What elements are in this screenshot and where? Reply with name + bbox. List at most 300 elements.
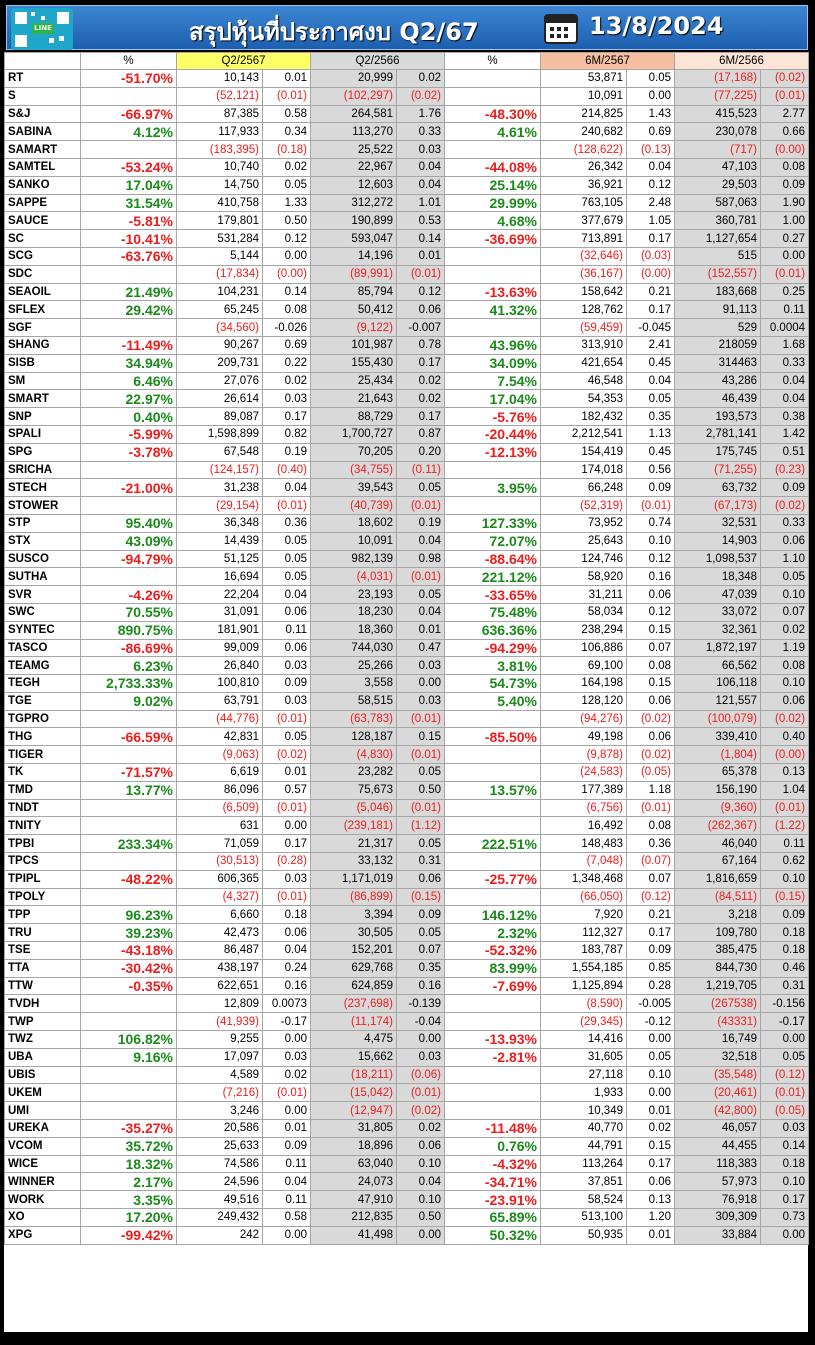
6m-2567-eps-cell: 0.12 <box>627 176 675 194</box>
table-row <box>5 123 809 141</box>
symbol-cell: TPBI <box>5 835 81 853</box>
q2-2566-profit-cell: (239,181) <box>311 817 397 835</box>
q2-2567-profit-cell: 31,238 <box>177 479 263 497</box>
6m-2566-eps-cell: (0.15) <box>761 888 809 906</box>
q2-2567-profit-cell: 117,933 <box>177 123 263 141</box>
q2-2566-profit-cell: (18,211) <box>311 1066 397 1084</box>
6m-2567-eps-cell: 0.01 <box>627 1102 675 1120</box>
q2-2567-profit-cell: (9,063) <box>177 746 263 764</box>
6m-2567-eps-cell: 0.07 <box>627 639 675 657</box>
pct-q-cell: -35.27% <box>81 1120 177 1138</box>
symbol-cell: WINNER <box>5 1173 81 1191</box>
q2-2567-profit-cell: 51,125 <box>177 550 263 568</box>
q2-2567-eps-cell: 0.11 <box>263 621 311 639</box>
q2-2567-eps-cell: 0.06 <box>263 639 311 657</box>
pct-q-cell: 35.72% <box>81 1137 177 1155</box>
q2-2567-profit-cell: (34,560) <box>177 319 263 337</box>
table-row <box>5 283 809 301</box>
pct-6m-cell: 83.99% <box>445 959 541 977</box>
6m-2566-profit-cell: 57,973 <box>675 1173 761 1191</box>
q2-2566-eps-cell: 0.04 <box>397 176 445 194</box>
6m-2567-profit-cell: (52,319) <box>541 497 627 515</box>
6m-2567-profit-cell: (94,276) <box>541 710 627 728</box>
symbol-cell: SAUCE <box>5 212 81 230</box>
pct-q-cell: -71.57% <box>81 764 177 782</box>
table-row <box>5 461 809 479</box>
6m-2566-profit-cell: 32,531 <box>675 514 761 532</box>
table-row <box>5 372 809 390</box>
q2-2567-profit-cell: 17,097 <box>177 1048 263 1066</box>
q2-2567-eps-cell: 0.01 <box>263 70 311 88</box>
symbol-cell: SUSCO <box>5 550 81 568</box>
6m-2567-eps-cell: 2.48 <box>627 194 675 212</box>
q2-2567-profit-cell: (30,513) <box>177 853 263 871</box>
table-row <box>5 746 809 764</box>
6m-2567-eps-cell: 0.00 <box>627 1031 675 1049</box>
symbol-cell: WORK <box>5 1191 81 1209</box>
6m-2566-eps-cell: 0.33 <box>761 354 809 372</box>
q2-2567-eps-cell: (0.40) <box>263 461 311 479</box>
6m-2567-eps-cell: 0.10 <box>627 532 675 550</box>
q2-2567-profit-cell: (29,154) <box>177 497 263 515</box>
q2-2567-eps-cell: 0.34 <box>263 123 311 141</box>
q2-2566-profit-cell: (11,174) <box>311 1013 397 1031</box>
q2-2566-profit-cell: 18,896 <box>311 1137 397 1155</box>
table-row <box>5 977 809 995</box>
pct-6m-cell <box>445 87 541 105</box>
q2-2566-eps-cell: 0.17 <box>397 408 445 426</box>
q2-2567-profit-cell: 5,144 <box>177 247 263 265</box>
q2-2567-profit-cell: (183,395) <box>177 141 263 159</box>
6m-2566-profit-cell: (71,255) <box>675 461 761 479</box>
table-row <box>5 853 809 871</box>
6m-2567-eps-cell: (0.05) <box>627 764 675 782</box>
symbol-cell: UBA <box>5 1048 81 1066</box>
q2-2566-eps-cell: (0.06) <box>397 1066 445 1084</box>
q2-2566-profit-cell: 12,603 <box>311 176 397 194</box>
6m-2567-profit-cell: 214,825 <box>541 105 627 123</box>
pct-q-cell: 2,733.33% <box>81 675 177 693</box>
symbol-cell: RT <box>5 70 81 88</box>
6m-2566-profit-cell: (77,225) <box>675 87 761 105</box>
6m-2567-eps-cell: 0.12 <box>627 603 675 621</box>
q2-2566-eps-cell: 0.78 <box>397 336 445 354</box>
6m-2566-eps-cell: (0.01) <box>761 1084 809 1102</box>
6m-2567-profit-cell: 128,120 <box>541 692 627 710</box>
6m-2566-profit-cell: 339,410 <box>675 728 761 746</box>
6m-2567-eps-cell: 0.21 <box>627 906 675 924</box>
q2-2566-eps-cell: 0.03 <box>397 1048 445 1066</box>
q2-2567-eps-cell: 0.24 <box>263 959 311 977</box>
pct-6m-cell: -13.93% <box>445 1031 541 1049</box>
symbol-cell: STOWER <box>5 497 81 515</box>
pct-6m-cell: 41.32% <box>445 301 541 319</box>
pct-q-cell <box>81 497 177 515</box>
symbol-cell: UMI <box>5 1102 81 1120</box>
6m-2566-eps-cell: (0.12) <box>761 1066 809 1084</box>
pct-q-cell <box>81 1013 177 1031</box>
q2-2567-profit-cell: 100,810 <box>177 675 263 693</box>
symbol-cell: STP <box>5 514 81 532</box>
pct-q-cell: 6.46% <box>81 372 177 390</box>
pct-6m-cell: -5.76% <box>445 408 541 426</box>
q2-2566-profit-cell: 1,700,727 <box>311 425 397 443</box>
symbol-cell: TSE <box>5 942 81 960</box>
q2-2566-profit-cell: 190,899 <box>311 212 397 230</box>
table-row <box>5 586 809 604</box>
pct-6m-cell: 221.12% <box>445 568 541 586</box>
6m-2566-eps-cell: 0.04 <box>761 390 809 408</box>
6m-2567-profit-cell: (66,050) <box>541 888 627 906</box>
pct-q-cell: -5.81% <box>81 212 177 230</box>
6m-2566-eps-cell: 0.33 <box>761 514 809 532</box>
pct-6m-cell <box>445 497 541 515</box>
q2-2566-eps-cell: 0.06 <box>397 301 445 319</box>
6m-2566-eps-cell: (0.00) <box>761 746 809 764</box>
6m-2566-profit-cell: 360,781 <box>675 212 761 230</box>
q2-2566-profit-cell: (102,297) <box>311 87 397 105</box>
6m-2567-eps-cell: 0.15 <box>627 675 675 693</box>
pct-6m-cell <box>445 888 541 906</box>
q2-2566-eps-cell: 0.00 <box>397 675 445 693</box>
q2-2567-eps-cell: 0.58 <box>263 1209 311 1227</box>
q2-2567-profit-cell: 87,385 <box>177 105 263 123</box>
q2-2567-profit-cell: 90,267 <box>177 336 263 354</box>
q2-2567-profit-cell: 14,750 <box>177 176 263 194</box>
6m-2567-eps-cell: 0.00 <box>627 87 675 105</box>
table-row <box>5 1048 809 1066</box>
pct-6m-cell <box>445 746 541 764</box>
q2-2566-eps-cell: -0.007 <box>397 319 445 337</box>
symbol-cell: TEAMG <box>5 657 81 675</box>
table-row <box>5 194 809 212</box>
col-pct-6m-header: % <box>445 53 541 70</box>
table-row <box>5 1066 809 1084</box>
6m-2566-profit-cell: 33,884 <box>675 1226 761 1244</box>
6m-2567-profit-cell: 177,389 <box>541 781 627 799</box>
table-row <box>5 870 809 888</box>
q2-2566-profit-cell: (15,042) <box>311 1084 397 1102</box>
q2-2566-eps-cell: 0.47 <box>397 639 445 657</box>
symbol-cell: TGPRO <box>5 710 81 728</box>
6m-2566-profit-cell: 14,903 <box>675 532 761 550</box>
pct-6m-cell: 146.12% <box>445 906 541 924</box>
table-row <box>5 1120 809 1138</box>
q2-2567-profit-cell: (4,327) <box>177 888 263 906</box>
table-row <box>5 550 809 568</box>
pct-q-cell <box>81 746 177 764</box>
q2-2566-eps-cell: 0.16 <box>397 977 445 995</box>
symbol-cell: SPALI <box>5 425 81 443</box>
q2-2566-eps-cell: 0.05 <box>397 479 445 497</box>
q2-2567-profit-cell: 71,059 <box>177 835 263 853</box>
pct-q-cell: 13.77% <box>81 781 177 799</box>
table-row <box>5 764 809 782</box>
q2-2567-eps-cell: (0.28) <box>263 853 311 871</box>
6m-2567-eps-cell: 0.04 <box>627 158 675 176</box>
table-row <box>5 621 809 639</box>
pct-q-cell <box>81 888 177 906</box>
6m-2567-profit-cell: 128,762 <box>541 301 627 319</box>
6m-2566-profit-cell: (42,800) <box>675 1102 761 1120</box>
q2-2567-eps-cell: (0.01) <box>263 497 311 515</box>
pct-q-cell: 43.09% <box>81 532 177 550</box>
q2-2566-profit-cell: 21,643 <box>311 390 397 408</box>
6m-2567-profit-cell: 238,294 <box>541 621 627 639</box>
6m-2566-profit-cell: 63,732 <box>675 479 761 497</box>
pct-q-cell: -3.78% <box>81 443 177 461</box>
q2-2567-eps-cell: (0.01) <box>263 1084 311 1102</box>
6m-2567-profit-cell: 10,349 <box>541 1102 627 1120</box>
6m-2566-eps-cell: (0.01) <box>761 87 809 105</box>
q2-2567-eps-cell: 0.06 <box>263 603 311 621</box>
q2-2566-eps-cell: 0.12 <box>397 283 445 301</box>
6m-2567-profit-cell: 58,034 <box>541 603 627 621</box>
pct-q-cell: 890.75% <box>81 621 177 639</box>
6m-2567-eps-cell: -0.045 <box>627 319 675 337</box>
qr-code-icon[interactable] <box>11 8 73 50</box>
q2-2567-eps-cell: 0.01 <box>263 764 311 782</box>
table-row <box>5 354 809 372</box>
6m-2566-eps-cell: 0.0004 <box>761 319 809 337</box>
q2-2566-profit-cell: 41,498 <box>311 1226 397 1244</box>
q2-2566-profit-cell: 113,270 <box>311 123 397 141</box>
6m-2567-eps-cell: -0.12 <box>627 1013 675 1031</box>
q2-2566-eps-cell: 0.00 <box>397 1226 445 1244</box>
q2-2567-profit-cell: 3,246 <box>177 1102 263 1120</box>
q2-2566-eps-cell: 0.02 <box>397 390 445 408</box>
q2-2567-eps-cell: (0.18) <box>263 141 311 159</box>
pct-6m-cell: 5.40% <box>445 692 541 710</box>
q2-2567-eps-cell: 0.00 <box>263 1102 311 1120</box>
q2-2567-eps-cell: 0.00 <box>263 1226 311 1244</box>
pct-q-cell: -11.49% <box>81 336 177 354</box>
pct-q-cell: 22.97% <box>81 390 177 408</box>
q2-2567-eps-cell: (0.00) <box>263 265 311 283</box>
symbol-cell: SGF <box>5 319 81 337</box>
calendar-icon <box>544 14 578 44</box>
pct-q-cell <box>81 817 177 835</box>
q2-2567-profit-cell: 26,840 <box>177 657 263 675</box>
pct-6m-cell: 25.14% <box>445 176 541 194</box>
table-row <box>5 1226 809 1244</box>
q2-2566-eps-cell: (0.15) <box>397 888 445 906</box>
q2-2566-eps-cell: 0.50 <box>397 1209 445 1227</box>
6m-2567-eps-cell: (0.00) <box>627 265 675 283</box>
6m-2567-eps-cell: 1.18 <box>627 781 675 799</box>
pct-q-cell: -48.22% <box>81 870 177 888</box>
table-row <box>5 158 809 176</box>
pct-q-cell: 70.55% <box>81 603 177 621</box>
6m-2566-profit-cell: 76,918 <box>675 1191 761 1209</box>
q2-2567-profit-cell: 6,619 <box>177 764 263 782</box>
q2-2566-profit-cell: 18,360 <box>311 621 397 639</box>
6m-2567-eps-cell: 0.17 <box>627 1155 675 1173</box>
q2-2566-profit-cell: 75,673 <box>311 781 397 799</box>
6m-2567-profit-cell: 148,483 <box>541 835 627 853</box>
table-row <box>5 141 809 159</box>
pct-6m-cell: 50.32% <box>445 1226 541 1244</box>
6m-2566-eps-cell: -0.156 <box>761 995 809 1013</box>
pct-6m-cell <box>445 817 541 835</box>
q2-2567-eps-cell: (0.01) <box>263 710 311 728</box>
table-row <box>5 639 809 657</box>
symbol-cell: SM <box>5 372 81 390</box>
pct-q-cell: -5.99% <box>81 425 177 443</box>
pct-q-cell: -4.26% <box>81 586 177 604</box>
6m-2567-eps-cell: 0.06 <box>627 728 675 746</box>
table-row <box>5 265 809 283</box>
6m-2566-profit-cell: 16,749 <box>675 1031 761 1049</box>
q2-2567-profit-cell: 242 <box>177 1226 263 1244</box>
6m-2567-profit-cell: 2,212,541 <box>541 425 627 443</box>
6m-2566-profit-cell: 515 <box>675 247 761 265</box>
6m-2567-eps-cell: (0.01) <box>627 799 675 817</box>
q2-2566-eps-cell: 0.00 <box>397 1031 445 1049</box>
6m-2567-eps-cell: 0.85 <box>627 959 675 977</box>
6m-2567-eps-cell: 0.02 <box>627 1120 675 1138</box>
q2-2567-profit-cell: 74,586 <box>177 1155 263 1173</box>
table-row <box>5 497 809 515</box>
q2-2566-profit-cell: 14,196 <box>311 247 397 265</box>
pct-q-cell: -51.70% <box>81 70 177 88</box>
q2-2567-eps-cell: 0.03 <box>263 870 311 888</box>
pct-6m-cell: 72.07% <box>445 532 541 550</box>
6m-2566-eps-cell: 1.42 <box>761 425 809 443</box>
6m-2566-eps-cell: (1.22) <box>761 817 809 835</box>
6m-2566-eps-cell: 1.19 <box>761 639 809 657</box>
pct-6m-cell <box>445 70 541 88</box>
pct-q-cell <box>81 799 177 817</box>
table-row <box>5 692 809 710</box>
symbol-cell: XPG <box>5 1226 81 1244</box>
6m-2567-eps-cell: 0.74 <box>627 514 675 532</box>
6m-2567-profit-cell: 31,605 <box>541 1048 627 1066</box>
6m-2567-eps-cell: 0.06 <box>627 1173 675 1191</box>
q2-2567-profit-cell: 1,598,899 <box>177 425 263 443</box>
pct-6m-cell <box>445 1084 541 1102</box>
6m-2567-eps-cell: 0.16 <box>627 568 675 586</box>
6m-2566-profit-cell: 106,118 <box>675 675 761 693</box>
table-row <box>5 1102 809 1120</box>
pct-6m-cell <box>445 853 541 871</box>
pct-q-cell: -66.59% <box>81 728 177 746</box>
6m-2566-eps-cell: 0.08 <box>761 158 809 176</box>
symbol-cell: UKEM <box>5 1084 81 1102</box>
pct-6m-cell <box>445 1066 541 1084</box>
q2-2566-eps-cell: 1.76 <box>397 105 445 123</box>
6m-2567-eps-cell: 1.43 <box>627 105 675 123</box>
pct-q-cell: 95.40% <box>81 514 177 532</box>
symbol-cell: TNDT <box>5 799 81 817</box>
6m-2567-profit-cell: 124,746 <box>541 550 627 568</box>
col-q2-2566-header: Q2/2566 <box>311 53 445 70</box>
table-row <box>5 995 809 1013</box>
table-row <box>5 942 809 960</box>
pct-q-cell: 17.20% <box>81 1209 177 1227</box>
pct-6m-cell: -88.64% <box>445 550 541 568</box>
pct-6m-cell: -25.77% <box>445 870 541 888</box>
6m-2567-profit-cell: 174,018 <box>541 461 627 479</box>
6m-2566-profit-cell: (35,548) <box>675 1066 761 1084</box>
q2-2566-eps-cell: (0.01) <box>397 568 445 586</box>
pct-q-cell: 18.32% <box>81 1155 177 1173</box>
q2-2566-eps-cell: (1.12) <box>397 817 445 835</box>
pct-q-cell: -53.24% <box>81 158 177 176</box>
6m-2567-eps-cell: 0.06 <box>627 586 675 604</box>
6m-2566-eps-cell: 1.04 <box>761 781 809 799</box>
q2-2567-profit-cell: 20,586 <box>177 1120 263 1138</box>
pct-6m-cell: 222.51% <box>445 835 541 853</box>
6m-2566-profit-cell: (262,367) <box>675 817 761 835</box>
pct-6m-cell: -52.32% <box>445 942 541 960</box>
table-row <box>5 1031 809 1049</box>
q2-2566-profit-cell: 101,987 <box>311 336 397 354</box>
q2-2566-eps-cell: 0.07 <box>397 942 445 960</box>
q2-2567-profit-cell: 89,087 <box>177 408 263 426</box>
q2-2567-eps-cell: 0.14 <box>263 283 311 301</box>
col-pct-q-header: % <box>81 53 177 70</box>
q2-2567-eps-cell: 0.04 <box>263 586 311 604</box>
q2-2567-profit-cell: 86,487 <box>177 942 263 960</box>
q2-2567-profit-cell: 42,831 <box>177 728 263 746</box>
pct-q-cell: 17.04% <box>81 176 177 194</box>
pct-q-cell: -63.76% <box>81 247 177 265</box>
symbol-cell: TWZ <box>5 1031 81 1049</box>
pct-6m-cell: -85.50% <box>445 728 541 746</box>
q2-2566-profit-cell: 25,522 <box>311 141 397 159</box>
6m-2567-profit-cell: 112,327 <box>541 924 627 942</box>
6m-2566-eps-cell: (0.05) <box>761 1102 809 1120</box>
q2-2566-profit-cell: 50,412 <box>311 301 397 319</box>
symbol-cell: STX <box>5 532 81 550</box>
symbol-cell: TPOLY <box>5 888 81 906</box>
symbol-cell: SWC <box>5 603 81 621</box>
pct-q-cell <box>81 853 177 871</box>
6m-2566-eps-cell: 0.18 <box>761 942 809 960</box>
q2-2566-profit-cell: 20,999 <box>311 70 397 88</box>
6m-2567-profit-cell: (24,583) <box>541 764 627 782</box>
q2-2567-eps-cell: (0.01) <box>263 799 311 817</box>
6m-2566-eps-cell: 0.09 <box>761 479 809 497</box>
q2-2567-eps-cell: 0.02 <box>263 1066 311 1084</box>
symbol-cell: SEAOIL <box>5 283 81 301</box>
q2-2567-eps-cell: 0.01 <box>263 1120 311 1138</box>
6m-2566-eps-cell: 0.31 <box>761 977 809 995</box>
pct-q-cell <box>81 141 177 159</box>
pct-q-cell <box>81 1084 177 1102</box>
pct-q-cell: -30.42% <box>81 959 177 977</box>
table-row <box>5 817 809 835</box>
6m-2566-profit-cell: 43,286 <box>675 372 761 390</box>
6m-2567-profit-cell: 50,935 <box>541 1226 627 1244</box>
q2-2566-eps-cell: 0.05 <box>397 835 445 853</box>
q2-2567-eps-cell: 0.05 <box>263 532 311 550</box>
q2-2566-profit-cell: 4,475 <box>311 1031 397 1049</box>
symbol-cell: SYNTEC <box>5 621 81 639</box>
pct-q-cell: 39.23% <box>81 924 177 942</box>
pct-q-cell: -0.35% <box>81 977 177 995</box>
q2-2567-profit-cell: 209,731 <box>177 354 263 372</box>
q2-2567-eps-cell: 0.36 <box>263 514 311 532</box>
q2-2566-eps-cell: (0.01) <box>397 799 445 817</box>
6m-2566-profit-cell: (9,360) <box>675 799 761 817</box>
symbol-cell: TGE <box>5 692 81 710</box>
6m-2567-profit-cell: 73,952 <box>541 514 627 532</box>
table-row <box>5 1209 809 1227</box>
6m-2566-profit-cell: 183,668 <box>675 283 761 301</box>
pct-6m-cell: 127.33% <box>445 514 541 532</box>
